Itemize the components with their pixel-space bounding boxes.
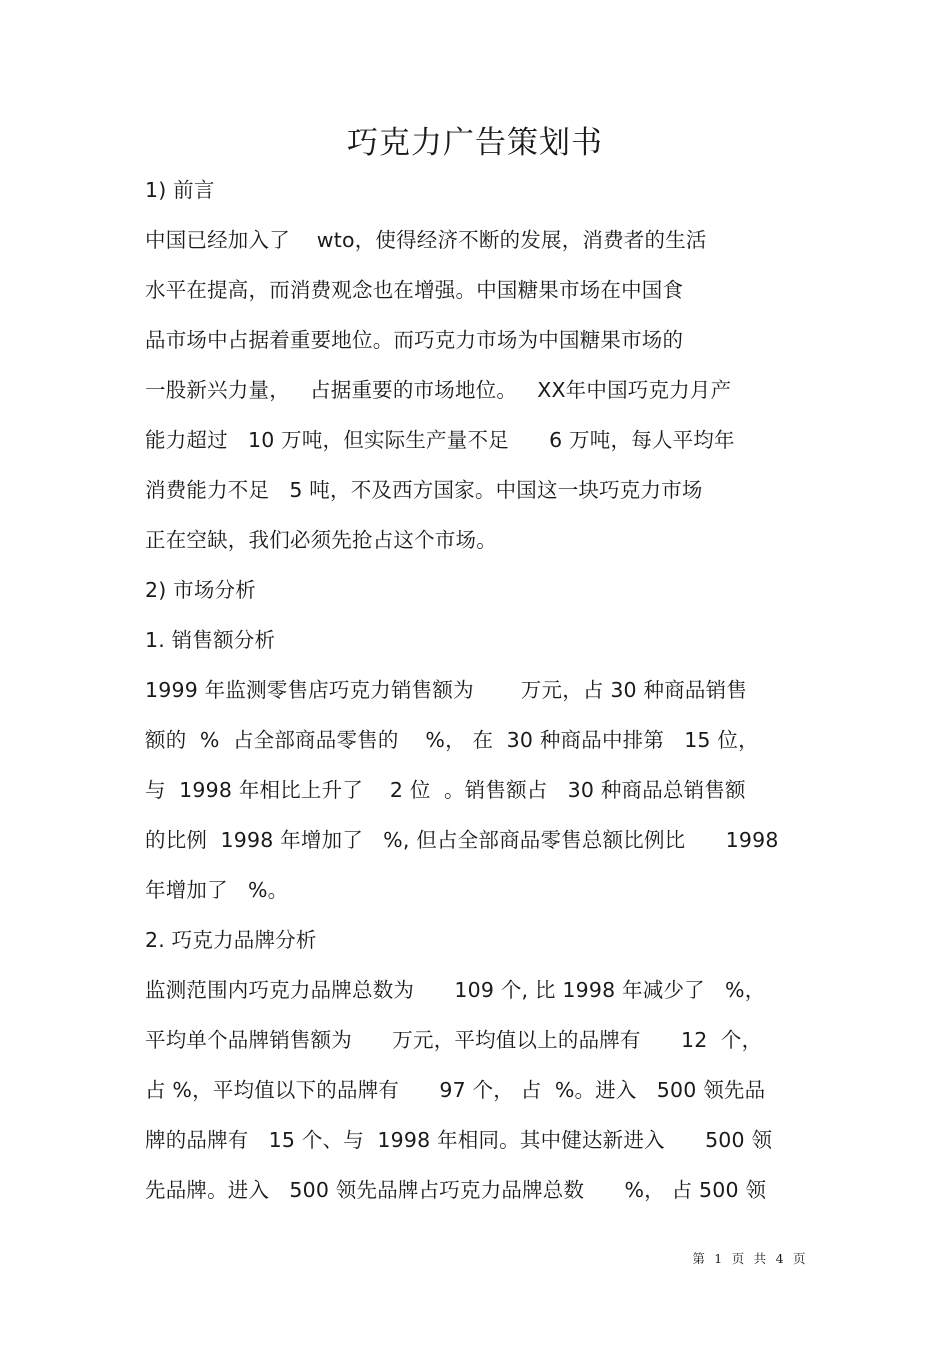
body-line: 占 %，平均值以下的品牌有 97 个， 占 %。进入 500 领先品 [145,1078,766,1102]
body-line: 与 1998 年相比上升了 2 位 。销售额占 30 种商品总销售额 [145,778,746,802]
body-line: 水平在提高，而消费观念也在增强。中国糖果市场在中国食 [145,278,684,302]
subsection-heading-sales: 1. 销售额分析 [145,628,276,652]
body-line: 正在空缺，我们必须先抢占这个市场。 [145,528,497,552]
body-line: 一股新兴力量， 占据重要的市场地位。 XX年中国巧克力月产 [145,378,732,402]
document-title: 巧克力广告策划书 [347,125,603,161]
section-heading-market-analysis: 2) 市场分析 [145,578,256,602]
body-line: 中国已经加入了 wto，使得经济不断的发展，消费者的生活 [145,228,707,252]
body-line: 年增加了 %。 [145,878,289,902]
subsection-heading-brand: 2. 巧克力品牌分析 [145,928,317,952]
body-line: 先品牌。进入 500 领先品牌占巧克力品牌总数 %， 占 500 领 [145,1178,767,1202]
body-line: 监测范围内巧克力品牌总数为 109 个, 比 1998 年减少了 %， [145,978,766,1002]
body-line: 的比例 1998 年增加了 %, 但占全部商品零售总额比例比 1998 [145,828,779,852]
body-line: 1999 年监测零售店巧克力销售额为 万元，占 30 种商品销售 [145,678,748,702]
section-heading-preface: 1) 前言 [145,178,215,202]
body-line: 平均单个品牌销售额为 万元，平均值以上的品牌有 12 个， [145,1028,763,1052]
body-line: 品市场中占据着重要地位。而巧克力市场为中国糖果市场的 [145,328,684,352]
body-line: 牌的品牌有 15 个、与 1998 年相同。其中健达新进入 500 领 [145,1128,773,1152]
page-number-footer: 第 1 页 共 4 页 [692,1251,806,1266]
body-line: 额的 % 占全部商品零售的 %， 在 30 种商品中排第 15 位， [145,728,759,752]
body-line: 消费能力不足 5 吨，不及西方国家。中国这一块巧克力市场 [145,478,703,502]
body-line: 能力超过 10 万吨，但实际生产量不足 6 万吨，每人平均年 [145,428,735,452]
